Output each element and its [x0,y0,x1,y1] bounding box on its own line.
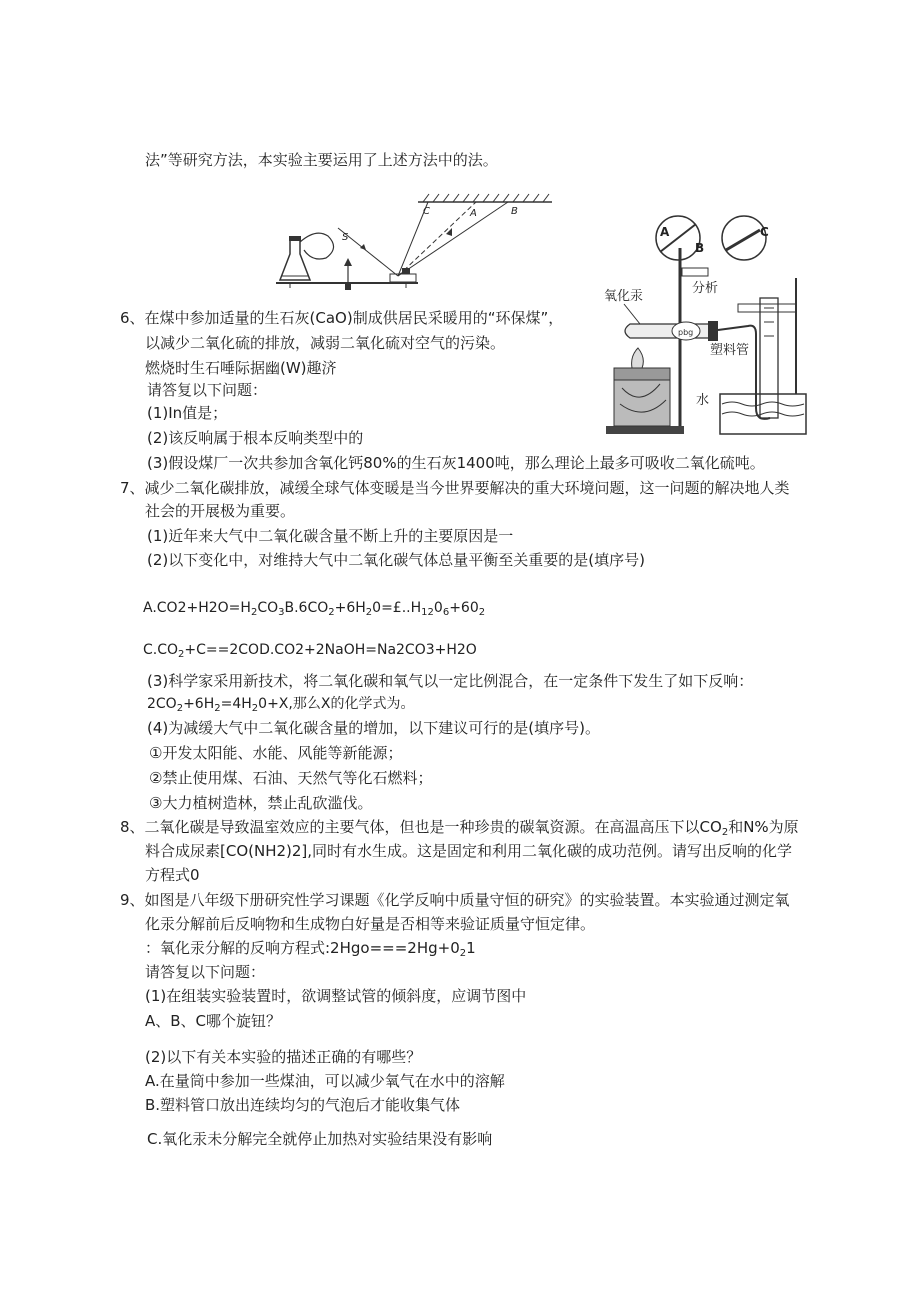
q7-choice3: ③大力植树造林，禁止乱砍滥伐。 [149,794,373,812]
q6-line4: 请答复以下问题： [147,381,268,399]
q8-line2: 料合成尿素[CO(NH2)2],同时有水生成。这是固定和利用二氧化碳的成功范例。请写出反响的化学 [145,842,793,860]
q9-sub1-line2: A、B、C哪个旋钮？ [145,1012,282,1030]
q7-sub1: (1)近年来大气中二氧化碳含量不断上升的主要原因是一 [147,527,514,545]
label-c: C [423,206,430,217]
label-s: S [342,232,349,243]
q9-sub2: (2)以下有关本实验的描述正确的有哪些？ [145,1048,422,1066]
q7-line2: 社会的开展极为重要。 [145,502,296,520]
q7-choice2: ②禁止使用煤、石油、天然气等化石燃料； [149,769,433,787]
apparatus-figure [600,208,812,438]
q9-line2: 化汞分解前后反响物和生成物白好量是否相等来验证质量守恒定律。 [145,915,596,933]
plastic-tube-label: 塑料管 [710,343,750,358]
decompose-label: 分析 [692,281,719,296]
q9-line4: 请答复以下问题： [145,963,266,981]
q6-line1: 6、在煤中参加适量的生石灰(CaO)制成供居民采暖用的“环保煤”， [120,309,564,327]
reflection-figure [268,188,558,300]
q7-options-cd: $C.CO_2+C==2COD.CO2+2NaOH=Na2CO3+H2O$ [143,642,477,660]
q7-choice1: ①开发太阳能、水能、风能等新能源； [149,744,403,762]
q8-line1: 8、二氧化碳是导致温室效应的主要气体，但也是一种珍贵的碳氧资源。在高温高压下以$CO_2$和N%为原 [120,818,799,838]
q8-line3: 方程式0 [145,866,200,884]
knob-b-label: B [695,241,705,255]
q6-sub1: (1)In值是； [147,404,228,422]
q9-sub1-line1: (1)在组装实验装置时，欲调整试管的倾斜度，应调节图中 [145,987,527,1005]
q9-option-a: A.在量筒中参加一些煤油，可以减少氧气在水中的溶解 [145,1072,505,1090]
q7-options-ab: $A.CO2+H2O=H_2CO_3B.6CO_2+6H_20=£..H_{12}0_6+60_2$ [143,600,486,618]
q7-sub4: (4)为减缓大气中二氧化碳含量的增加，以下建议可行的是(填序号)。 [147,719,600,737]
mercury-oxide-label: 氧化汞 [604,289,644,304]
knob-c-label: C [760,225,769,239]
q7-sub3-line1: (3)科学家采用新技术，将二氧化碳和氧气以一定比例混合，在一定条件下发生了如下反响： [147,672,754,690]
knob-a-label: A [660,225,670,239]
intro-line: 法”等研究方法，本实验主要运用了上述方法中的法。 [145,151,498,169]
q7-sub3-line2: $2CO_2+6H_2=4H_20+X$,那么X的化学式为。 [147,696,415,714]
q9-option-b: B.塑料管口放出连续均匀的气泡后才能收集气体 [145,1096,461,1114]
label-b: B [511,206,518,217]
q6-sub2: (2)该反响属于根本反响类型中的 [147,429,364,447]
q7-sub2: (2)以下变化中，对维持大气中二氧化碳气体总量平衡至关重要的是(填序号) [147,551,645,569]
q6-sub3: (3)假设煤厂一次共参加含氧化钙80%的生石灰1400吨，那么理论上最多可吸收二氧化硫吨。 [147,454,765,472]
label-a: A [470,208,477,219]
q6-line2: 以减少二氧化硫的排放，减弱二氧化硫对空气的污染。 [145,334,506,352]
q9-option-c: C.氧化汞未分解完全就停止加热对实验结果没有影响 [147,1130,493,1148]
water-label: 水 [696,393,710,408]
q9-line3: ：氧化汞分解的反响方程式$:2Hgo===2Hg+0_21$ [145,939,476,959]
q9-line1: 9、如图是八年级下册研究性学习课题《化学反响中质量守恒的研究》的实验装置。本实验通过测定氧 [120,891,790,909]
tube-text: pbg [678,328,694,337]
q6-line3: 燃烧时生石唾际据幽(W)趣济 [145,359,337,377]
q7-line1: 7、减少二氧化碳排放，减缓全球气体变暖是当今世界要解决的重大环境问题，这一问题的解决地人类 [120,479,790,497]
